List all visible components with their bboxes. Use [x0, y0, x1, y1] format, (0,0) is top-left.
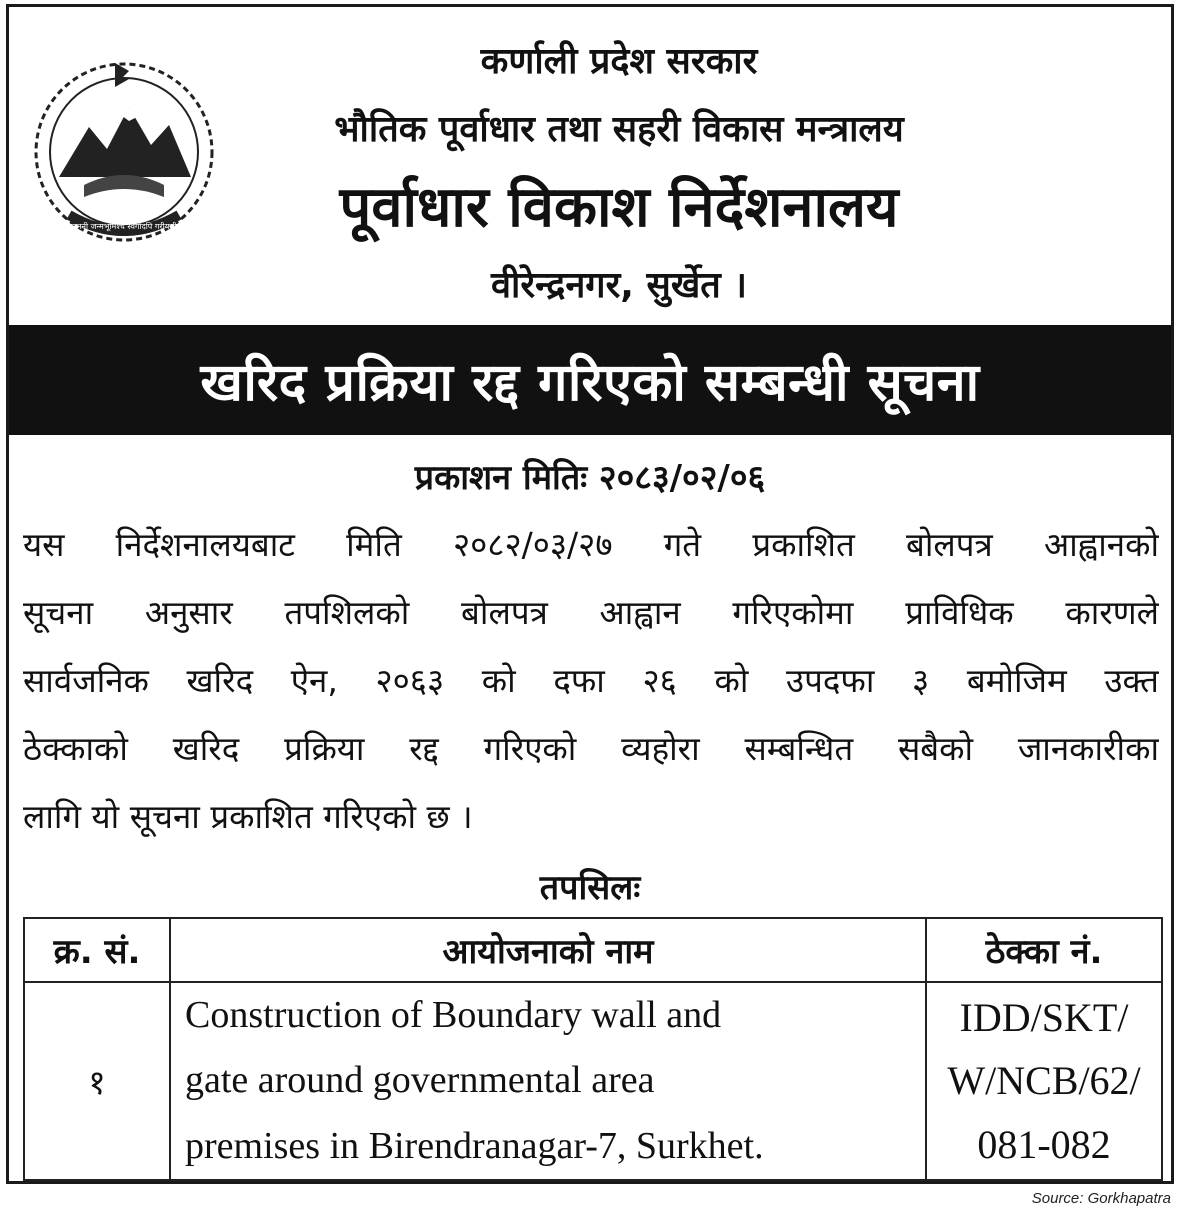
office-address: वीरेन्द्रनगर, सुर्खेत ।	[491, 265, 747, 306]
project-line: Construction of Boundary wall and	[185, 994, 722, 1036]
table-header-row	[24, 918, 1162, 982]
contract-line: IDD/SKT/	[959, 995, 1129, 1041]
schedule-table	[23, 917, 1163, 1181]
project-line: premises in Birendranagar-7, Surkhet.	[185, 1124, 764, 1167]
publication-date: प्रकाशन मितिः २०८३/०२/०६	[414, 458, 766, 498]
cell-serial: १	[24, 982, 170, 1180]
cell-contract-no	[926, 982, 1162, 1180]
notice-title: खरिद प्रक्रिया रद्द गरिएको सम्बन्धी सूचना	[200, 352, 980, 413]
emblem-motto: जननी जन्मभूमिश्च स्वर्गादपि गरीयसी	[71, 222, 177, 231]
body-line: ठेक्काको खरिद प्रक्रिया रद्द गरिएको व्यहोरा सम्बन्धित सबैको जानकारीका	[23, 729, 1159, 768]
province-name: कर्णाली प्रदेश सरकार	[480, 41, 758, 82]
header-serial: क्र. सं.	[24, 918, 170, 982]
directorate-name: पूर्वाधार विकाश निर्देशनालय	[339, 175, 899, 240]
source-credit: Source: Gorkhapatra	[1031, 1190, 1171, 1207]
notice-frame	[6, 4, 1174, 1184]
header-contract-no: ठेक्का नं.	[926, 918, 1162, 982]
ministry-name: भौतिक पूर्वाधार तथा सहरी विकास मन्त्रालय	[334, 109, 904, 150]
table-row	[24, 982, 1162, 1180]
nepal-emblem-icon	[29, 57, 219, 247]
notice-title-banner	[9, 325, 1171, 435]
body-line: सार्वजनिक खरिद ऐन, २०६३ को दफा २६ को उपदफा ३ बमोजिम उक्त	[23, 661, 1159, 700]
body-line: सूचना अनुसार तपशिलको बोलपत्र आह्वान गरिएकोमा प्राविधिक कारणले	[23, 593, 1159, 632]
contract-line: 081-082	[977, 1121, 1111, 1167]
contract-line: W/NCB/62/	[947, 1058, 1141, 1104]
body-line: लागि यो सूचना प्रकाशित गरिएको छ ।	[23, 797, 473, 836]
project-line: gate around governmental area	[185, 1059, 655, 1102]
header-project-name: आयोजनाको नाम	[170, 918, 926, 982]
cell-project-name	[170, 982, 926, 1180]
body-line: यस निर्देशनालयबाट मिति २०८२/०३/२७ गते प्रकाशित बोलपत्र आह्वानको	[23, 525, 1159, 564]
schedule-label: तपसिलः	[539, 868, 641, 908]
